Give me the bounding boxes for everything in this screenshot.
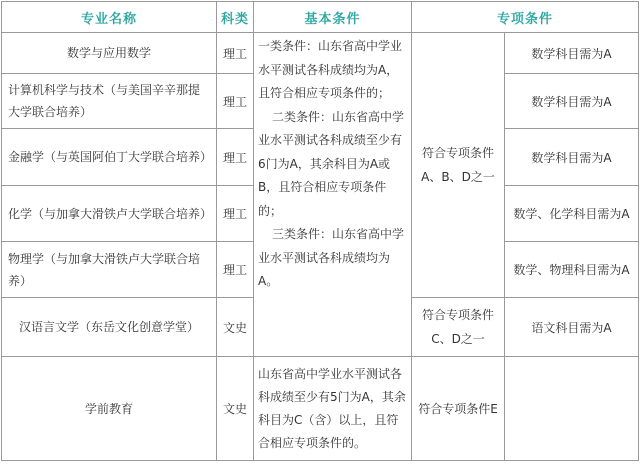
- type-cell: 理工: [217, 33, 254, 74]
- basic-conditions-cell: [254, 33, 412, 357]
- requirement-cell: 数学、物理科目需为A: [505, 242, 639, 298]
- basic-preschool-cell: 山东省高中学业水平测试各科成绩至少有5门为A，其余科目为C（含）以上，且符合相应专项条件的。: [254, 357, 412, 461]
- type-cell: 理工: [217, 242, 254, 298]
- major-cell: 物理学（与加拿大滑铁卢大学联合培养）: [2, 242, 217, 298]
- header-basic: 基本条件: [254, 2, 412, 33]
- basic-class1: 一类条件：山东省高中学业水平测试各科成绩均为A，且符合相应专项条件的；: [258, 39, 403, 100]
- major-cell: 汉语言文学（东岳文化创意学堂）: [2, 298, 217, 357]
- requirement-cell: 数学科目需为A: [505, 129, 639, 186]
- type-cell: 文史: [217, 298, 254, 357]
- header-special: 专项条件: [412, 2, 639, 33]
- header-type: 科类: [217, 2, 254, 33]
- type-cell: 理工: [217, 186, 254, 242]
- major-cell: 计算机科学与技术（与美国辛辛那提大学联合培养）: [2, 74, 217, 129]
- table-row: [2, 357, 639, 461]
- major-cell: 数学与应用数学: [2, 33, 217, 74]
- major-cell: 金融学（与英国阿伯丁大学联合培养）: [2, 129, 217, 186]
- special-group3-cell: 符合专项条件E: [412, 357, 505, 461]
- type-cell: 文史: [217, 357, 254, 461]
- type-cell: 理工: [217, 74, 254, 129]
- requirement-cell: 数学科目需为A: [505, 33, 639, 74]
- special-group2-cell: 符合专项条件C、D之一: [412, 298, 505, 357]
- basic-class2: 二类条件：山东省高中学业水平测试各科成绩至少有6门为A，其余科目为A或B，且符合相应专项条件的；: [258, 109, 405, 218]
- requirement-cell: 语文科目需为A: [505, 298, 639, 357]
- requirement-cell: 数学科目需为A: [505, 74, 639, 129]
- header-major: 专业名称: [2, 2, 217, 33]
- type-cell: 理工: [217, 129, 254, 186]
- major-cell: 学前教育: [2, 357, 217, 461]
- table-header-row: [2, 2, 639, 33]
- admission-conditions-table: [1, 1, 639, 461]
- requirement-cell: [505, 357, 639, 461]
- basic-class3: 三类条件：山东省高中学业水平测试各科成绩均为A。: [258, 227, 405, 288]
- special-group1-cell: 符合专项条件A、B、D之一: [412, 33, 505, 298]
- table-row: [2, 33, 639, 74]
- major-cell: 化学（与加拿大滑铁卢大学联合培养）: [2, 186, 217, 242]
- requirement-cell: 数学、化学科目需为A: [505, 186, 639, 242]
